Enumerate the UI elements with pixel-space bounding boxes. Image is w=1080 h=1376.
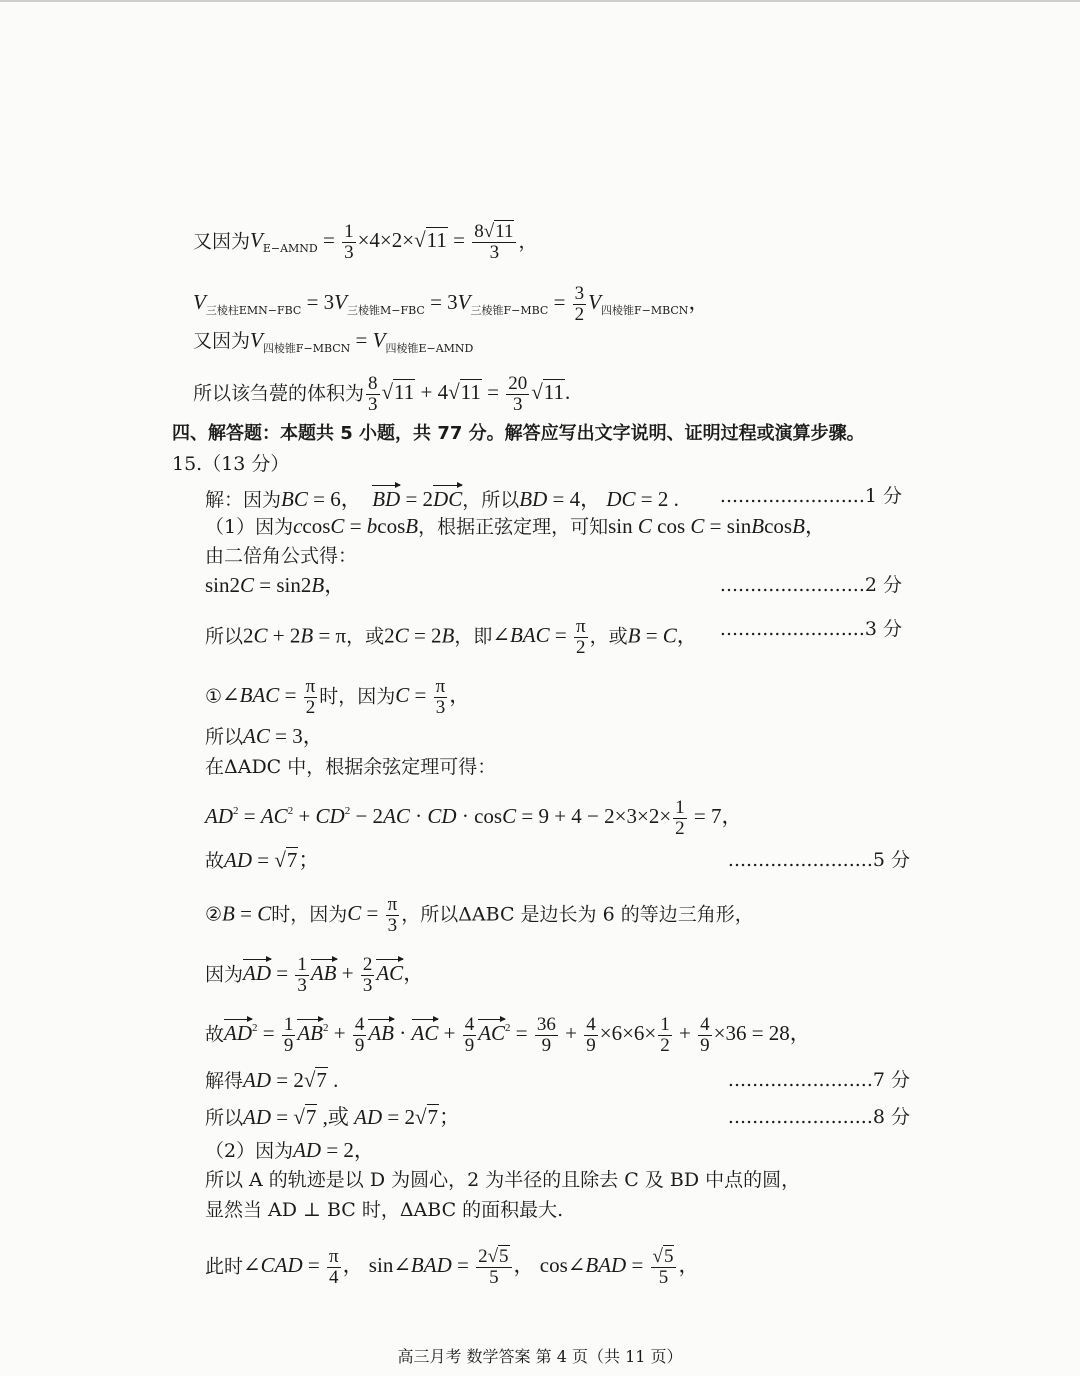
ad-2sqrt7-line: 解得AD = 2√7 .	[205, 1068, 339, 1092]
score-1: ........................1 分	[719, 485, 902, 507]
problem-number: 15.（13 分）	[172, 453, 290, 475]
prism-volume-line: $V_{三棱柱EMN-FBC} = 3V_{三棱锥M-FBC} = 3V_{三棱锥F-MBC}$ = $\frac{3}{2}$ $V_{四棱锥F-MBCN}$，	[193, 283, 710, 325]
score-8: ........................8 分	[727, 1106, 910, 1128]
score-7: ........................7 分	[727, 1069, 910, 1091]
page-footer: 高三月考 数学答案 第 4 页（共 11 页）	[397, 1347, 683, 1366]
volume-e-amnd-line: 又因为$V_{E-AMND}$ = $\frac{1}{3}$ ×4×2×√11 = $\frac{8√11}{3}$ ，	[193, 221, 538, 263]
angle-result-line: 所以2C + 2B = π，或2C = 2B，即∠BAC = $\frac{\pi}{2}$ ，或B = C，	[205, 616, 698, 658]
vector-ad-line: 因为AD = $\frac{1}{3}$ AB + $\frac{2}{3}$ AC，	[205, 954, 425, 996]
vector-square-line: 故$AD^2$ = $\frac{1}{9}$ $AB^2$ + $\frac{4}{9}$ AB · AC + $\frac{4}{9}$ $AC^2$ = $\frac{36}{9}$ + $\frac{4}{9}$ ×6×6× $\frac{1}{2}$ + $\frac{4}{9}$ ×36 = 28，	[205, 1014, 811, 1056]
sin2c-line: sin2C = sin2B，	[205, 573, 346, 597]
case1-line: ①∠BAC = $\frac{\pi}{2}$ 时，因为C = $\frac{\pi}{3}$ ，	[205, 676, 471, 718]
score-2: ........................2 分	[719, 574, 902, 596]
total-volume-line: 所以该刍甍的体积为 $\frac{8}{3}$ √11 + 4√11 = $\frac{20}{3}$ √11.	[193, 373, 571, 415]
case2-line: ②B = C时，因为C = $\frac{\pi}{3}$ ，所以ΔABC 是边长为 6 的等边三角形，	[205, 894, 754, 936]
pyramid-equal-line: 又因为$V_{四棱锥F-MBCN} = V_{四棱锥E-AMND}$	[193, 328, 474, 355]
part2-line: （2）因为AD = 2，	[205, 1138, 375, 1162]
ac-equals-line: 所以AC = 3，	[205, 724, 324, 748]
section-heading: 四、解答题：本题共 5 小题，共 77 分。解答应写出文字说明、证明过程或演算步骤。	[172, 423, 865, 444]
scan-top-edge	[0, 0, 1080, 2]
cosine-law-label: 在ΔADC 中，根据余弦定理可得：	[205, 756, 497, 778]
angle-values-line: 此时∠CAD = $\frac{\pi}{4}$ ， sin∠BAD = $\frac{2√5}{5}$ ， cos∠BAD = $\frac{√5}{5}$ ，	[205, 1246, 700, 1288]
max-area-line: 显然当 AD ⊥ BC 时，ΔABC 的面积最大.	[205, 1199, 564, 1221]
part1-line: （1）因为ccosC = bcosB，根据正弦定理，可知sin C cos C = sinBcosB，	[205, 514, 826, 538]
double-angle-label: 由二倍角公式得：	[205, 545, 358, 567]
locus-line: 所以 A 的轨迹是以 D 为圆心，2 为半径的且除去 C 及 BD 中点的圆，	[205, 1169, 801, 1191]
score-3: ........................3 分	[719, 618, 902, 640]
score-5: ........................5 分	[727, 849, 910, 871]
ad-sqrt7-line: 故AD = √7；	[205, 848, 320, 872]
solution-intro: 解：因为BC = 6， BD = 2DC，所以BD = 4， DC = 2 .	[205, 484, 679, 512]
ad-result-line: 所以AD = √7 ,或 AD = 2√7；	[205, 1105, 461, 1129]
cosine-law-formula: $AD^2 = AC^2 + CD^2 - 2AC$ · CD · cosC = 9 + 4 − 2×3×2× $\frac{1}{2}$ = 7，	[205, 797, 743, 839]
